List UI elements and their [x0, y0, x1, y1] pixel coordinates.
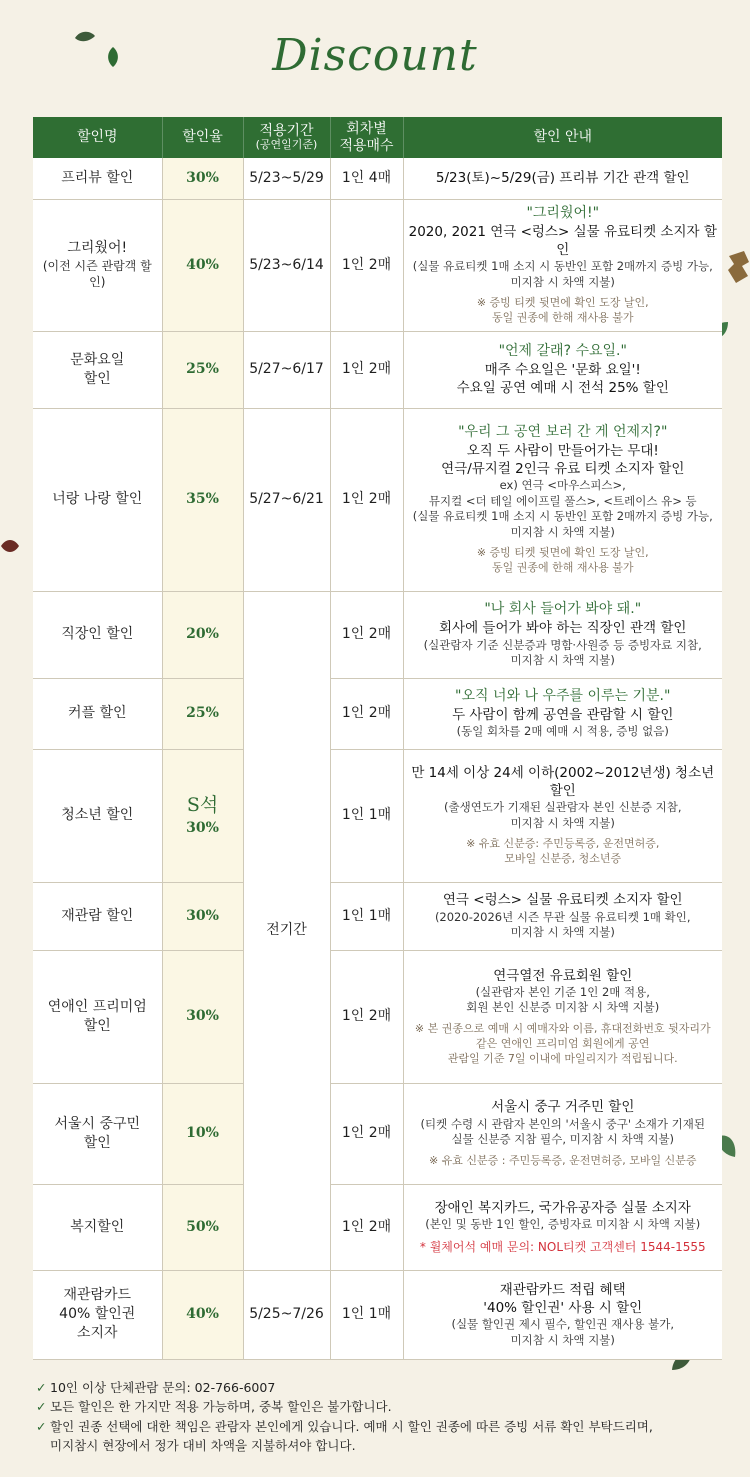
table-row [33, 882, 722, 950]
row-name: 재관람카드 40% 할인권 소지자 [33, 1270, 162, 1359]
check-icon: ✓ [36, 1418, 47, 1434]
row-limit: 1인 1매 [330, 749, 403, 882]
row-limit: 1인 2매 [330, 331, 403, 408]
row-period: 5/25~7/26 [243, 1270, 330, 1359]
page-title: Discount [272, 30, 478, 81]
row-name: 너랑 나랑 할인 [33, 408, 162, 591]
row-period: 전기간 [243, 591, 330, 1270]
row-rate: 30% [162, 950, 243, 1083]
row-rate: 25% [162, 331, 243, 408]
row-limit: 1인 2매 [330, 1083, 403, 1184]
row-period: 5/23~6/14 [243, 199, 330, 331]
row-info: 연극열전 유료회원 할인 (실관람자 본인 기준 1인 2매 적용, 회원 본인 신분증 미지참 시 차액 지불) ※ 본 권종으로 예매 시 예매자와 이름, 휴대전화번호 뒷자리가 같은 연애인 프리미엄 회원에게 공연 관람일 기준 7일 이내에 마일리지가 적립됩니다. [403, 950, 722, 1083]
table-row [33, 591, 722, 678]
row-rate: 20% [162, 591, 243, 678]
header-name: 할인명 [33, 117, 162, 158]
row-name: 복지할인 [33, 1184, 162, 1270]
row-info: "언제 갈래? 수요일." 매주 수요일은 '문화 요일'! 수요일 공연 예매 시 전석 25% 할인 [403, 331, 722, 408]
row-rate: 30% [162, 158, 243, 199]
table-row [33, 1184, 722, 1270]
row-info: 장애인 복지카드, 국가유공자증 실물 소지자 (본인 및 동반 1인 할인, 증빙자료 미지참 시 차액 지불) * 휠체어석 예매 문의: NOL티켓 고객센터 1544-1555 [403, 1184, 722, 1270]
check-icon: ✓ [36, 1399, 47, 1415]
row-name: 커플 할인 [33, 678, 162, 749]
row-name: 문화요일 할인 [33, 331, 162, 408]
row-info: 만 14세 이상 24세 이하(2002~2012년생) 청소년 할인 (출생연도가 기재된 실관람자 본인 신분증 지참, 미지참 시 차액 지불) ※ 유효 신분증: 주민등록증, 운전면허증, 모바일 신분증, 청소년증 [403, 749, 722, 882]
table-row [33, 678, 722, 749]
table-row [33, 749, 722, 882]
row-limit: 1인 4매 [330, 158, 403, 199]
footer-note: ✓ 할인 권종 선택에 대한 책임은 관람자 본인에게 있습니다. 예매 시 할인 권종에 따른 증빙 서류 확인 부탁드리며, 미지참시 현장에서 정가 대비 차액을 지불하셔야 합니다. [36, 1417, 726, 1456]
row-info: 재관람카드 적립 혜택 '40% 할인권' 사용 시 할인 (실물 할인권 제시 필수, 할인권 재사용 불가, 미지참 시 차액 지불) [403, 1270, 722, 1359]
footer-notes [36, 1378, 726, 1456]
row-limit: 1인 2매 [330, 678, 403, 749]
table-row [33, 199, 722, 331]
row-limit: 1인 1매 [330, 882, 403, 950]
row-name: 직장인 할인 [33, 591, 162, 678]
leaf-icon [726, 250, 750, 284]
row-info: 연극 <렁스> 실물 유료티켓 소지자 할인 (2020-2026년 시즌 무관 실물 유료티켓 1매 확인, 미지참 시 차액 지불) [403, 882, 722, 950]
row-info: "오직 너와 나 우주를 이루는 기분." 두 사람이 함께 공연을 관람할 시 할인 (동일 회차를 2매 예매 시 적용, 증빙 없음) [403, 678, 722, 749]
row-rate: 40% [162, 1270, 243, 1359]
row-info: 서울시 중구 거주민 할인 (티켓 수령 시 관람자 본인의 '서울시 중구' 소재가 기재된 실물 신분증 지참 필수, 미지참 시 차액 지불) ※ 유효 신분증 : 주민등록증, 운전면허증, 모바일 신분증 [403, 1083, 722, 1184]
row-limit: 1인 2매 [330, 591, 403, 678]
leaf-icon [0, 537, 20, 555]
header-info: 할인 안내 [403, 117, 722, 158]
header-limit: 회차별 적용매수 [330, 117, 403, 158]
row-limit: 1인 2매 [330, 199, 403, 331]
header-rate: 할인율 [162, 117, 243, 158]
row-limit: 1인 1매 [330, 1270, 403, 1359]
row-info: "우리 그 공연 보러 간 게 언제지?" 오직 두 사람이 만들어가는 무대! 연극/뮤지컬 2인극 유료 티켓 소지자 할인 ex) 연극 <마우스피스>, 뮤지컬 <더 테일 에이프릴 풀스>, <트레이스 유> 등 (실물 유료티켓 1매 소지 시 동반인 포함 2매까지 증빙 가능, 미지참 시 차액 지불) ※ 증빙 티켓 뒷면에 확인 도장 날인, 동일 권종에 한해 재사용 불가 [403, 408, 722, 591]
row-rate: 30% [162, 882, 243, 950]
row-limit: 1인 2매 [330, 950, 403, 1083]
row-name: 프리뷰 할인 [33, 158, 162, 199]
row-rate: S석 30% [162, 749, 243, 882]
row-rate: 35% [162, 408, 243, 591]
row-rate: 25% [162, 678, 243, 749]
row-rate: 40% [162, 199, 243, 331]
row-info: "나 회사 들어가 봐야 돼." 회사에 들어가 봐야 하는 직장인 관객 할인 (실관람자 기준 신분증과 명함·사원증 등 증빙자료 지참, 미지참 시 차액 지불) [403, 591, 722, 678]
row-limit: 1인 2매 [330, 1184, 403, 1270]
row-info: 5/23(토)~5/29(금) 프리뷰 기간 관객 할인 [403, 158, 722, 199]
row-period: 5/27~6/17 [243, 331, 330, 408]
table-row [33, 331, 722, 408]
table-row [33, 158, 722, 199]
row-info: "그리웠어!" 2020, 2021 연극 <렁스> 실물 유료티켓 소지자 할인 (실물 유료티켓 1매 소지 시 동반인 포함 2매까지 증빙 가능, 미지참 시 차액 지불) ※ 증빙 티켓 뒷면에 확인 도장 날인, 동일 권종에 한해 재사용 불가 [403, 199, 722, 331]
row-name: 청소년 할인 [33, 749, 162, 882]
row-name: 재관람 할인 [33, 882, 162, 950]
check-icon: ✓ [36, 1380, 47, 1395]
row-rate: 50% [162, 1184, 243, 1270]
row-period: 5/27~6/21 [243, 408, 330, 591]
footer-note: ✓ 10인 이상 단체관람 문의: 02-766-6007 [36, 1378, 726, 1397]
discount-table [33, 117, 722, 1360]
table-row [33, 1083, 722, 1184]
footer-note: ✓ 모든 할인은 한 가지만 적용 가능하며, 중복 할인은 불가합니다. [36, 1397, 726, 1416]
row-rate: 10% [162, 1083, 243, 1184]
table-row [33, 408, 722, 591]
row-limit: 1인 2매 [330, 408, 403, 591]
row-period: 5/23~5/29 [243, 158, 330, 199]
header-period: 적용기간 (공연일기준) [243, 117, 330, 158]
table-header-row [33, 117, 722, 158]
row-name: 연애인 프리미엄 할인 [33, 950, 162, 1083]
table-row [33, 1270, 722, 1359]
table-row [33, 950, 722, 1083]
row-name: 그리웠어! (이전 시즌 관람객 할인) [33, 199, 162, 331]
row-name: 서울시 중구민 할인 [33, 1083, 162, 1184]
